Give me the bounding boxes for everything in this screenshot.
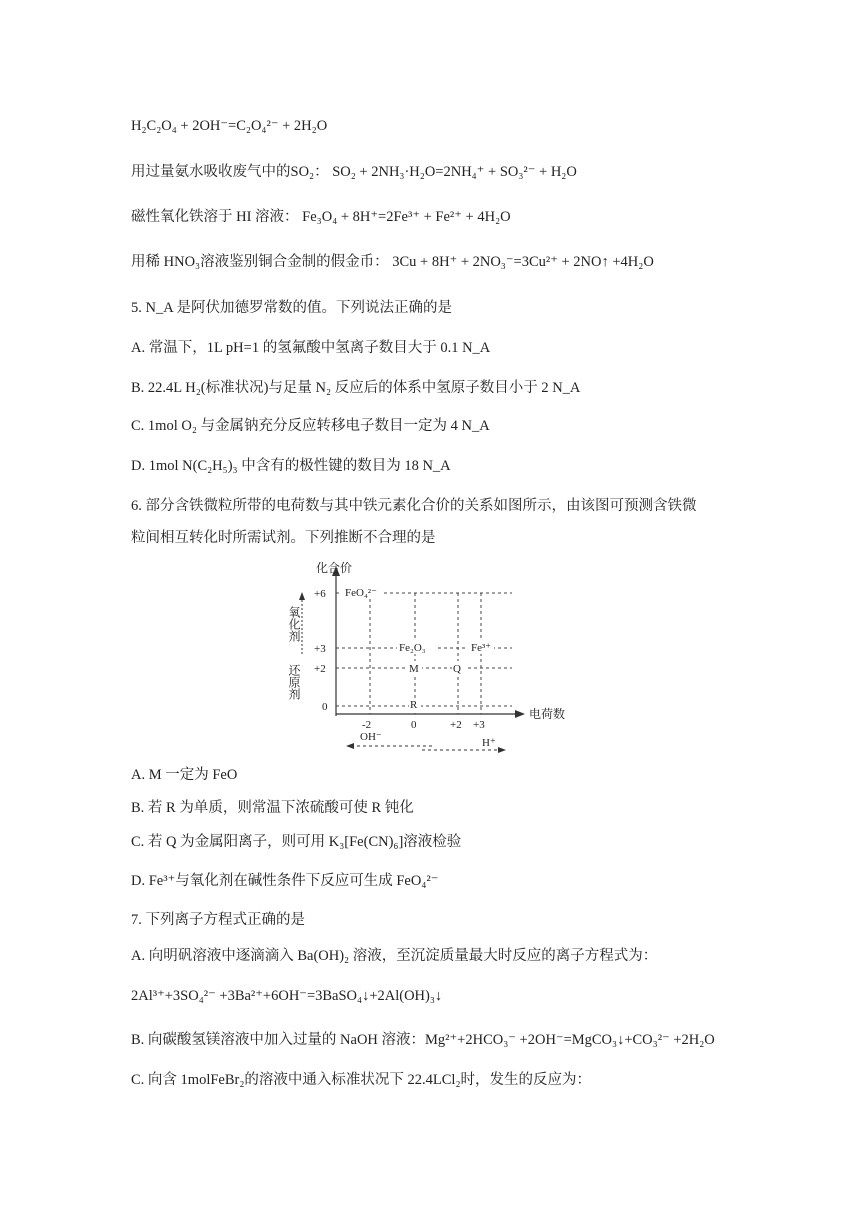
q5-option-c-text: C. 1mol O₂ 与金属钠充分反应转移电子数目一定为 4 N_A (131, 418, 490, 434)
species-feo4: FeO₄²⁻ (345, 587, 377, 599)
question-6-option-a (131, 765, 237, 785)
y-tick-6: +6 (314, 588, 326, 600)
q7-option-a-equation-text: 2Al³⁺+3SO₄²⁻ +3Ba²⁺+6OH⁻=3BaSO₄↓+2Al(OH)₃↓ (131, 988, 443, 1004)
q6-text-2: 粒间相互转化时所需试剂。下列推断不合理的是 (131, 530, 436, 546)
option-d-text: 用稀 HNO₃溶液鉴别铜合金制的假金币： 3Cu + 8H⁺ + 2NO₃⁻=3Cu²⁺ + 2NO↑ +4H₂O (131, 254, 654, 270)
x-axis-arrow (515, 710, 525, 718)
question-7-option-b (131, 1030, 715, 1050)
question-6-option-c (131, 832, 461, 852)
question-7-text: 7. 下列离子方程式正确的是 (131, 912, 305, 928)
x-tick-0: 0 (411, 719, 417, 731)
question-5-option-b (131, 378, 580, 398)
question-5-option-c (131, 416, 490, 436)
species-r: R (410, 699, 418, 711)
option-c-line (131, 207, 511, 227)
question-6-line-2 (131, 528, 436, 548)
q5-option-b-text: B. 22.4L H₂(标准状况)与足量 N₂ 反应后的体系中氢原子数目小于 2 N_A (131, 380, 581, 396)
species-fe3: Fe³⁺ (471, 642, 492, 654)
q5-option-d-text: D. 1mol N(C₂H₅)₃ 中含有的极性键的数目为 18 N_A (131, 458, 451, 474)
question-7-option-a (131, 946, 657, 966)
question-6-option-b (131, 798, 414, 818)
y-tick-0: 0 (322, 701, 328, 713)
species-m: M (409, 663, 419, 675)
question-5-option-d (131, 456, 451, 476)
q7-option-a-text: A. 向明矾溶液中逐滴滴入 Ba(OH)₂ 溶液，至沉淀质量最大时反应的离子方程式为： (131, 948, 658, 964)
q5-option-a-text: A. 常温下，1L pH=1 的氢氟酸中氢离子数目大于 0.1 N_A (131, 340, 491, 356)
x-axis-title: 电荷数 (529, 707, 566, 721)
question-7 (131, 910, 305, 930)
y-tick-2: +2 (314, 663, 326, 675)
option-b-line (131, 162, 577, 182)
oh-label: OH⁻ (360, 731, 382, 743)
oxidant-arrowhead (299, 592, 305, 600)
q7-option-c-text: C. 向含 1molFeBr₂的溶液中通入标准状况下 22.4LCl₂时，发生的反应为： (131, 1072, 592, 1088)
q6-option-d-text: D. Fe³⁺与氧化剂在碱性条件下反应可生成 FeO₄²⁻ (131, 873, 439, 889)
question-5-text: 5. N_A 是阿伏加德罗常数的值。下列说法正确的是 (131, 300, 453, 316)
q6-option-c-text: C. 若 Q 为金属阳离子，则可用 K₃[Fe(CN)₆]溶液检验 (131, 834, 462, 850)
equation-line (131, 116, 327, 136)
question-5 (131, 298, 452, 318)
y-tick-3: +3 (314, 643, 326, 655)
equation-l0: H₂C₂O₄ + 2OH⁻=C₂O₄²⁻ + 2H₂O (131, 118, 328, 134)
x-tick-3: +3 (473, 719, 485, 731)
h-label: H⁺ (482, 737, 496, 749)
question-7-option-a-equation (131, 986, 442, 1006)
h-arrowhead (498, 747, 506, 753)
valence-charge-diagram (272, 556, 592, 756)
oxidant-label: 氧化剂 (287, 606, 301, 642)
option-c-text: 磁性氧化铁溶于 HI 溶液： Fe₃O₄ + 8H⁺=2Fe³⁺ + Fe²⁺ + 4H₂O (131, 209, 511, 225)
option-d-line (131, 252, 654, 272)
q6-option-b-text: B. 若 R 为单质，则常温下浓硫酸可使 R 钝化 (131, 800, 414, 816)
question-5-option-a (131, 338, 490, 358)
reductant-label: 还原剂 (287, 664, 301, 700)
y-axis-title: 化合价 (316, 561, 353, 575)
q6-option-a-text: A. M 一定为 FeO (131, 767, 238, 783)
q6-text-1: 6. 部分含铁微粒所带的电荷数与其中铁元素化合价的关系如图所示，由该图可预测含铁微 (131, 498, 697, 514)
question-6-line-1 (131, 496, 697, 516)
species-fe2o3: Fe₂O₃ (399, 642, 426, 654)
x-tick-2: +2 (450, 719, 462, 731)
q7-option-b-text: B. 向碳酸氢镁溶液中加入过量的 NaOH 溶液：Mg²⁺+2HCO₃⁻ +2OH⁻=MgCO₃↓+CO₃²⁻ +2H₂O (131, 1032, 715, 1048)
species-q: Q (453, 663, 461, 675)
question-7-option-c (131, 1070, 591, 1090)
question-6-option-d (131, 871, 438, 891)
option-b-text: 用过量氨水吸收废气中的SO₂： SO₂ + 2NH₃·H₂O=2NH₄⁺ + SO₃²⁻ + H₂O (131, 164, 577, 180)
x-tick-neg2: -2 (362, 719, 372, 731)
oh-arrowhead (346, 743, 354, 749)
